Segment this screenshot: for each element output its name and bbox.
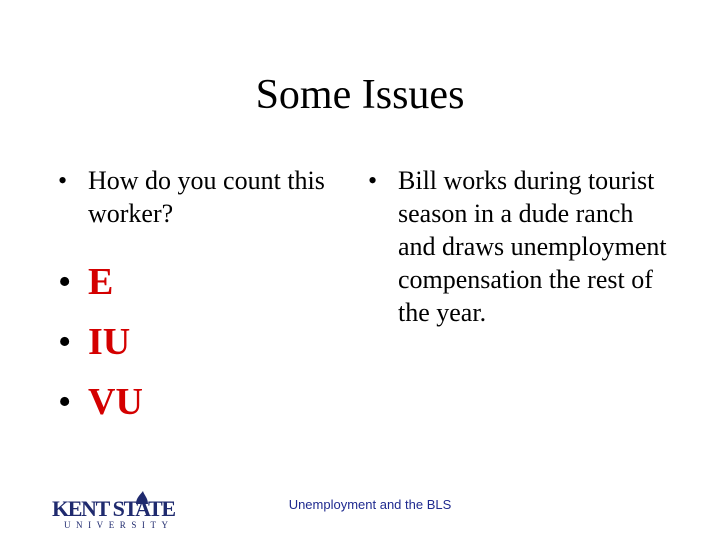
right-column xyxy=(368,164,668,329)
option-item: • IU xyxy=(58,321,131,363)
option-item: • E xyxy=(58,261,114,303)
bullet-dot: • xyxy=(58,166,68,195)
option-e: E xyxy=(88,261,114,303)
logo-sub: UNIVERSITY xyxy=(64,520,168,530)
left-column xyxy=(58,164,358,432)
answer-options xyxy=(58,252,358,432)
scenario-bullet xyxy=(368,164,668,329)
bullet-dot: • xyxy=(368,166,378,195)
option-iu: IU xyxy=(88,321,131,363)
kent-state-logo xyxy=(52,490,182,530)
slide-title: Some Issues xyxy=(255,72,465,118)
logo-name: KENT STATE xyxy=(52,496,176,521)
question-text: How do you count this worker? xyxy=(88,166,325,228)
question-bullet xyxy=(58,164,358,230)
scenario-text: Bill works during tourist season in a dude ranch and draws unemployment compensation the rest of the year. xyxy=(398,166,667,327)
option-vu: VU xyxy=(88,381,143,423)
option-item: • VU xyxy=(58,381,143,423)
slide-footer: Unemployment and the BLS xyxy=(288,497,452,512)
